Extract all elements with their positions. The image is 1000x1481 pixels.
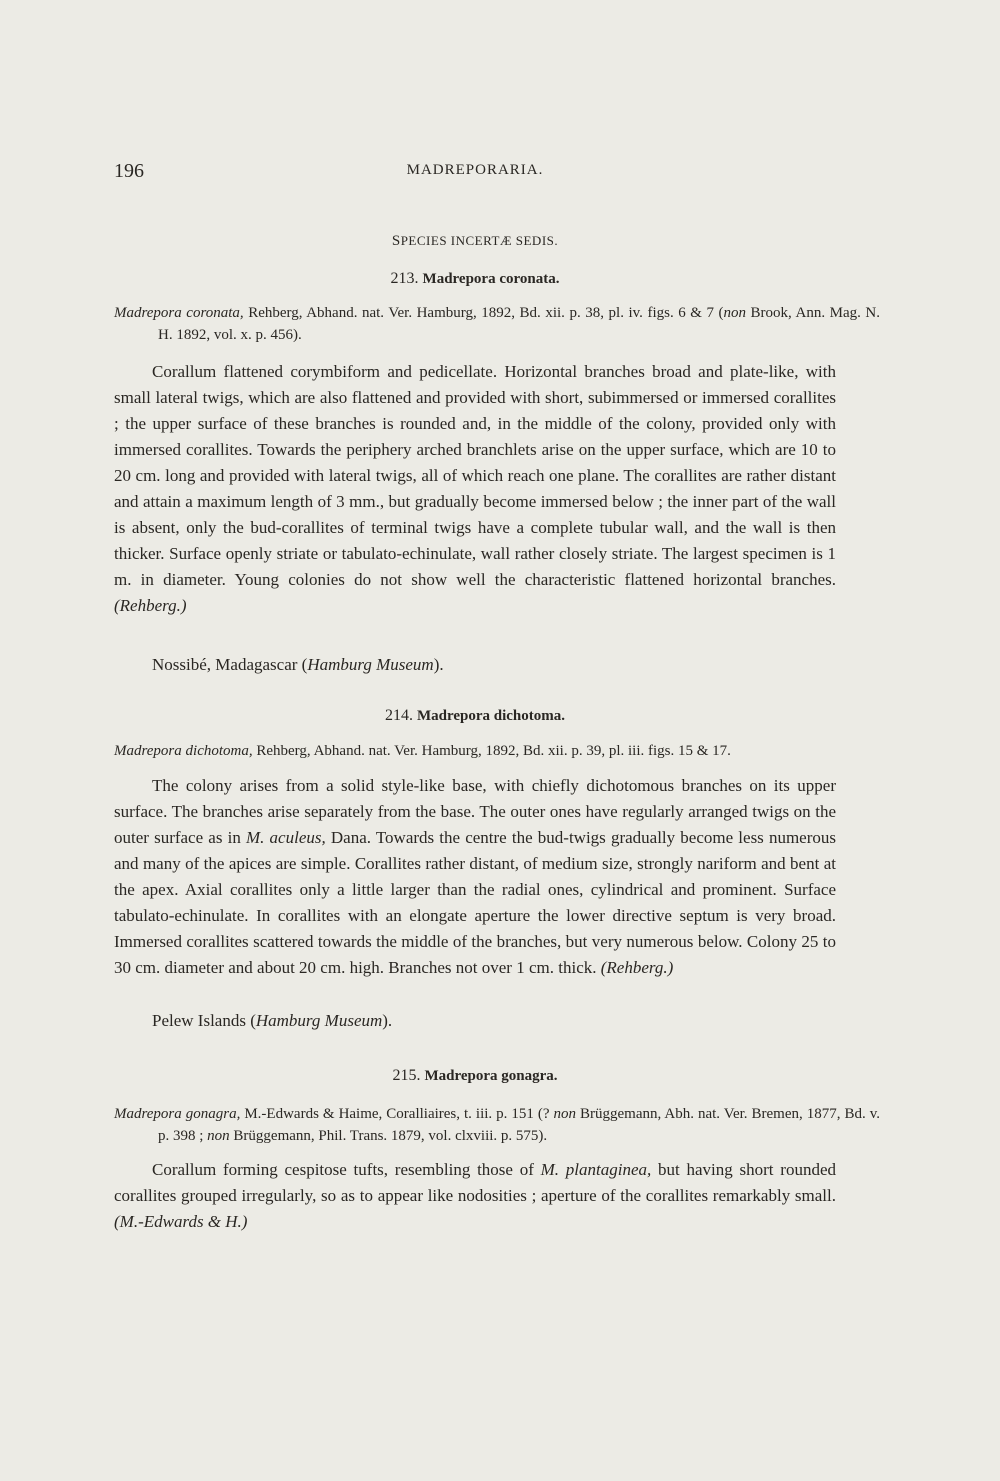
reference-non: non <box>553 1106 577 1122</box>
reference-text-3: Brüggemann, Phil. Trans. 1879, vol. clxviii. p. 575). <box>229 1128 548 1144</box>
reference-215 <box>114 1103 880 1147</box>
locality-text: Pelew Islands ( <box>152 1011 256 1030</box>
reference-taxon: Madrepora coronata, <box>114 305 244 321</box>
species-name: Madrepora dichotoma. <box>416 708 566 724</box>
locality-museum: Hamburg Museum <box>255 1011 383 1030</box>
description-215 <box>114 1157 836 1235</box>
authority: (Rehberg.) <box>600 958 674 977</box>
section-heading-rest: PECIES INCERTÆ SEDIS. <box>400 233 559 248</box>
locality-end: ). <box>433 655 444 674</box>
description-paragraph <box>114 773 836 981</box>
reference-text-2: Brook, Ann. Mag. N. H. 1892, vol. x. p. 456). <box>158 305 880 343</box>
description-214 <box>114 773 836 981</box>
species-name: Madrepora coronata. <box>422 271 560 287</box>
description-italic: M. plantaginea, <box>540 1160 652 1179</box>
description-italic: M. aculeus, <box>245 828 326 847</box>
running-head <box>114 160 836 188</box>
description-text: Corallum forming cespitose tufts, resembling those of <box>152 1160 541 1179</box>
species-title-213 <box>114 270 836 288</box>
page-number: 196 <box>114 160 144 182</box>
description-text-2: but having short rounded corallites grouped irregularly, so as to appear like nodosities ; aperture of the corallites remarkably small. <box>114 1160 836 1205</box>
description-paragraph <box>114 359 836 619</box>
species-number: 213. <box>390 270 419 287</box>
description-paragraph <box>114 1157 836 1235</box>
locality-end: ). <box>382 1011 393 1030</box>
reference-text: Rehberg, Abhand. nat. Ver. Hamburg, 1892, Bd. xii. p. 39, pl. iii. figs. 15 & 17. <box>252 743 731 759</box>
reference-text: Rehberg, Abhand. nat. Ver. Hamburg, 1892, Bd. xii. p. 38, pl. iv. figs. 6 & 7 ( <box>243 305 724 321</box>
authority: (M.-Edwards & H.) <box>114 1212 248 1231</box>
locality-text: Nossibé, Madagascar ( <box>152 655 308 674</box>
section-heading-lead: S <box>391 233 401 249</box>
reference-text-2: Brüggemann, Abh. nat. Ver. Bremen, 1877, Bd. v. p. 398 ; <box>158 1106 880 1144</box>
description-text: Corallum flattened corymbiform and pedicellate. Horizontal branches broad and plate-like, with small lateral twigs, which are also flattened and provided with short, subimmersed or immersed corallites ; the upper surface of these branches is rounded and, in the middle of the colony, provided only with immersed corallites. Towards the periphery arched branchlets arise on the upper surface, which are 10 to 20 cm. long and provided with lateral twigs, all of which reach one plane. The corallites are rather distant and attain a maximum length of 3 mm., but gradually become immersed below ; the inner part of the wall is absent, only the bud-corallites of terminal twigs have a complete tubular wall, and the wall is then thicker. Surface openly striate or tabulato-echinulate, wall rather closely striate. The largest specimen is 1 m. in diameter. Young colonies do not show well the characteristic flattened horizontal branches. <box>114 362 836 589</box>
reference-taxon: Madrepora dichotoma, <box>114 743 253 759</box>
running-title: MADREPORARIA. <box>406 162 544 178</box>
reference-214 <box>114 740 836 762</box>
section-heading <box>114 233 836 250</box>
authority: (Rehberg.) <box>114 596 187 615</box>
description-213 <box>114 359 836 619</box>
species-title-214 <box>114 707 836 725</box>
reference-213 <box>114 302 880 346</box>
reference-text: M.-Edwards & Haime, Coralliaires, t. iii. p. 151 (? <box>240 1106 554 1122</box>
species-title-215 <box>114 1067 836 1085</box>
reference-taxon: Madrepora gonagra, <box>114 1106 241 1122</box>
reference-non: non <box>723 305 747 321</box>
species-number: 214. <box>384 707 413 724</box>
description-text: The colony arises from a solid style-like base, with chiefly dichotomous branches on its upper surface. The branches arise separately from the base. The outer ones have regularly arranged twigs on the outer surface as in <box>114 776 836 847</box>
locality-museum: Hamburg Museum <box>307 655 434 674</box>
species-number: 215. <box>392 1067 421 1084</box>
species-name: Madrepora gonagra. <box>424 1068 558 1084</box>
locality-213 <box>114 652 836 678</box>
reference-non-2: non <box>207 1128 230 1144</box>
description-text-2: Dana. Towards the centre the bud-twigs gradually become less numerous and many of the apices are simple. Corallites rather distant, of medium size, strongly nariform and bent at the apex. Axial corallites only a little larger than the radial ones, cylindrical and prominent. Surface tabulato-echinulate. In corallites with an elongate aperture the lower directive septum is very broad. Immersed corallites scattered towards the middle of the branches, but very numerous below. Colony 25 to 30 cm. diameter and about 20 cm. high. Branches not over 1 cm. thick. <box>114 828 836 977</box>
locality-214 <box>114 1008 836 1034</box>
